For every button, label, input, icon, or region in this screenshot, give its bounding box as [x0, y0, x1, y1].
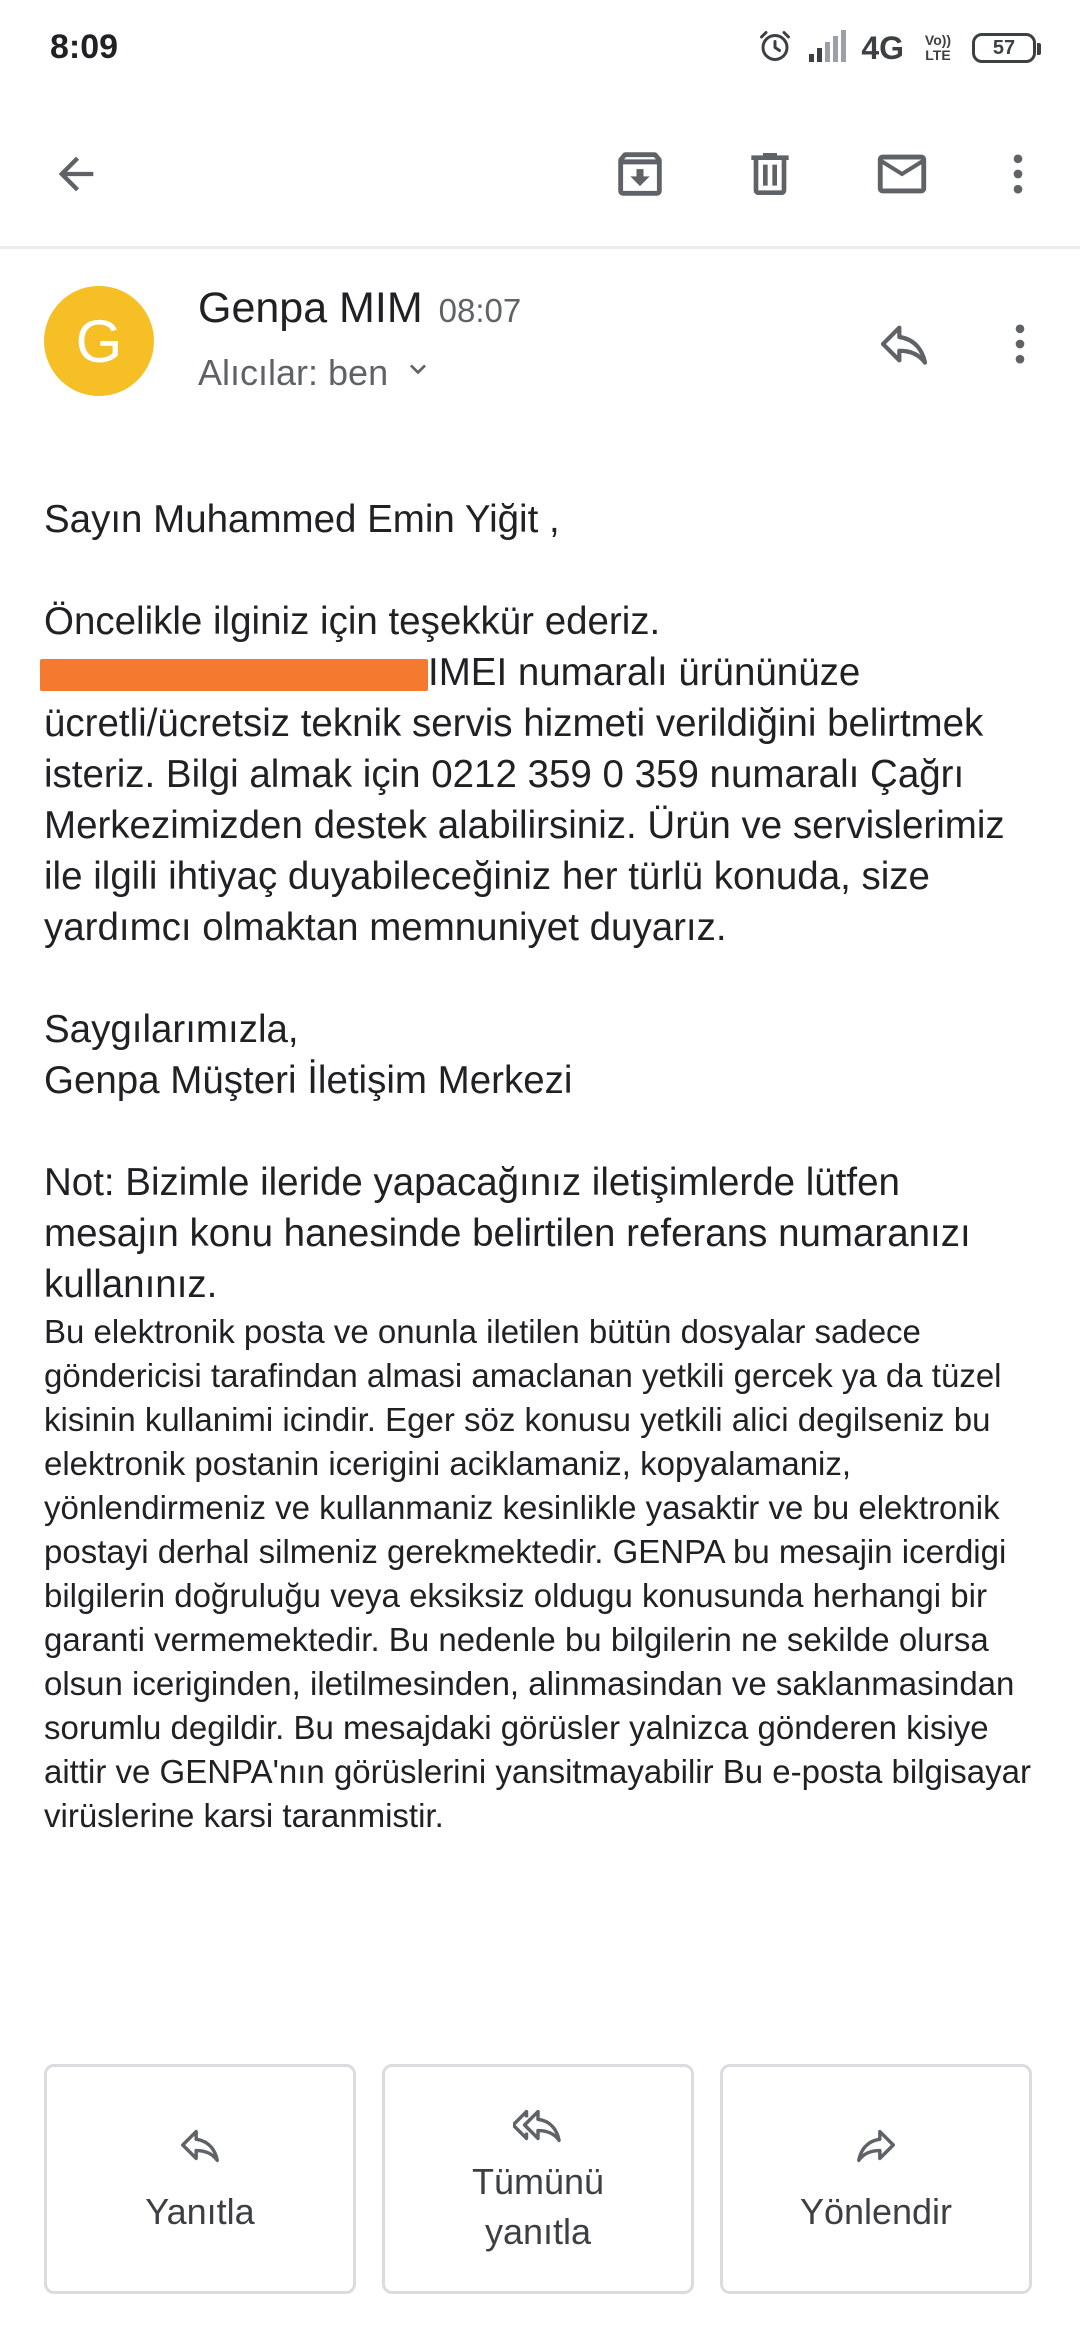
forward-label: Yönlendir: [799, 2190, 953, 2232]
signal-icon: [807, 30, 847, 67]
redacted-imei: [40, 659, 428, 691]
reply-icon: [177, 2122, 223, 2173]
forward-icon: [853, 2122, 899, 2173]
reply-actions: [44, 2064, 1036, 2294]
mark-unread-icon[interactable]: [866, 138, 938, 210]
email-body: [44, 494, 1044, 1838]
forward-button[interactable]: [720, 2064, 1032, 2294]
para1-body: ücretli/ücretsiz teknik servis hizmeti verildiğini belirtmek isteriz. Bilgi almak için 0212 359 0 359 numaralı Çağrı Merkezimizden destek alabilirsiniz. Ürün ve servislerimiz ile ilgili ihtiyaç duyabileceğiniz her türlü konuda, size yardımcı olmaktan memnuniyet duyarız.: [44, 702, 1005, 949]
battery-level: 57: [992, 36, 1016, 59]
message-more-icon[interactable]: [984, 308, 1056, 380]
archive-icon[interactable]: [604, 138, 676, 210]
reply-all-label: Tümünü yanıtla: [471, 2160, 605, 2252]
sender-name: Genpa MIM: [198, 284, 423, 332]
status-icons: [757, 26, 1036, 70]
recipients-toggle[interactable]: [198, 352, 434, 394]
recipients-label: Alıcılar: ben: [198, 352, 389, 393]
reply-all-button[interactable]: [382, 2064, 694, 2294]
status-time: 8:09: [50, 28, 119, 66]
reply-label: Yanıtla: [145, 2190, 255, 2232]
imei-text: IMEI numaralı ürününüze: [428, 651, 861, 694]
sender-line: [198, 284, 521, 333]
reference-note: Not: Bizimle ileride yapacağınız iletişimlerde lütfen mesajın konu hanesinde belirtilen referans numaranızı kullanınız.: [44, 1161, 971, 1306]
battery-indicator: [972, 33, 1036, 63]
sender-avatar[interactable]: G: [44, 286, 154, 396]
reply-icon[interactable]: [868, 308, 940, 380]
para1-line2: [44, 647, 1044, 698]
para1-line1: Öncelikle ilginiz için teşekkür ederiz.: [44, 600, 661, 643]
status-bar: [0, 0, 1080, 96]
signature: Genpa Müşteri İletişim Merkezi: [44, 1059, 573, 1102]
disclaimer: Bu elektronik posta ve onunla iletilen bütün dosyalar sadece göndericisi tarafindan almasi amaclanan yetkili gercek ya da tüzel kisinin kullanimi icindir. Eger söz konusu yetkili alici degilseniz bu elektronik postanin icerigini aciklamaniz, kopyalamaniz, yönlendirmeniz ve kullanmaniz kesinlikle yasaktir ve bu elektronik postayi derhal silmeniz gerekmektedir. GENPA bu mesajin icerdigi bilgilerin doğruluğu veya eksiksiz oldugu konusunda herhangi bir garanti vermemektedir. Bu nedenle bu bilgilerin ne sekilde olursa olsun iceriginden, iletilmesinden, alinmasindan ve saklanmasindan sorumlu degildir. Bu mesajdaki görüsler yalnizca gönderen kisiye aittir ve GENPA'nın görüslerini yansitmayabilir Bu e-posta bilgisayar virüslerine karsi taranmistir.: [44, 1313, 1031, 1834]
email-time: 08:07: [438, 292, 522, 329]
delete-icon[interactable]: [734, 138, 806, 210]
alarm-icon: [757, 28, 793, 69]
network-type: 4G: [861, 29, 904, 66]
back-arrow-icon[interactable]: [40, 138, 112, 210]
reply-button[interactable]: [44, 2064, 356, 2294]
reply-all-icon: [513, 2102, 563, 2153]
more-vert-icon[interactable]: [982, 138, 1054, 210]
email-toolbar: [0, 100, 1080, 249]
closing: Saygılarımızla,: [44, 1008, 299, 1051]
chevron-down-icon: [402, 352, 434, 394]
greeting: Sayın Muhammed Emin Yiğit ,: [44, 498, 560, 541]
volte-indicator: Vo)) LTE: [924, 32, 952, 63]
